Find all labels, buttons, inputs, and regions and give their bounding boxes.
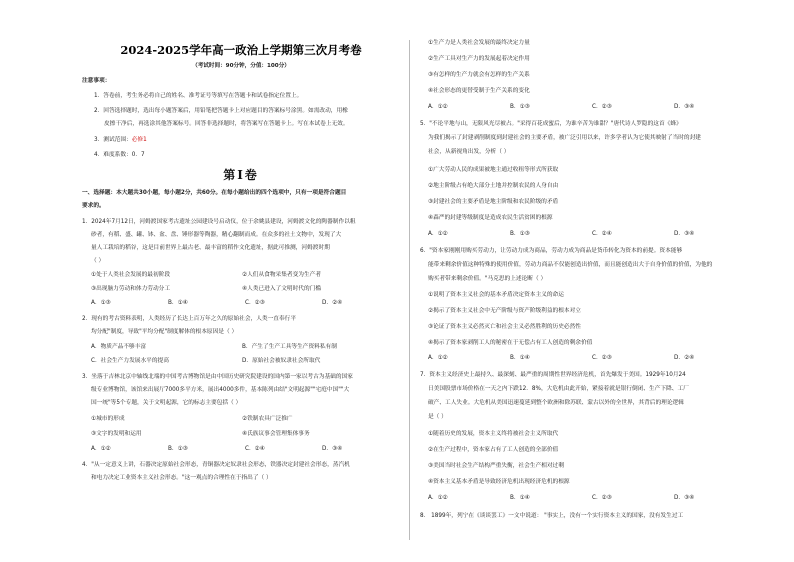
notes-heading: 注意事项：: [82, 78, 111, 84]
q7-stem-1: 7．资本主义经济史上最持久、最深刻、最严重的周期性世界经济危机，首先爆发于美国。1929年10月24: [420, 372, 686, 378]
part1-line1: 一、选择题：本大题共30小题，每小题2分，共60分。在每小题给出的四个选项中，只有一项是符合题目: [82, 190, 347, 196]
q4-option-1: ①生产力是人类社会发展的最终决定力量: [428, 40, 530, 46]
q3-option-4: ④氏族议事会管理集体事务: [242, 431, 310, 437]
q6-option-4: ④揭示了资本家剥削工人的秘密在于无偿占有工人创造的剩余价值: [428, 340, 593, 346]
q7-answer-b: B．①④: [510, 495, 530, 501]
q6-option-3: ③论证了资本主义必然灭亡和社会主义必然胜利的历史必然性: [428, 324, 581, 330]
note-3-scope: 必修1: [131, 137, 147, 143]
q5-answer-c: C．②④: [592, 231, 612, 237]
q2-answer-d: D．原始社会被奴隶社会所取代: [242, 358, 321, 364]
q8-stem-1: 8． 1899年，列宁在《谈谈罢工》一文中说道： "事实上，没有一个实行资本主义的国家，没有发生过工: [420, 513, 684, 519]
q4-answer-c: C．②③: [592, 104, 612, 110]
q1-stem-4: （ ）: [91, 258, 105, 264]
section-title: 第Ⅰ卷: [223, 168, 259, 182]
q1-stem-3: 量人工栽培的稻谷，这是目前世界上最古老、最丰富的稻作文化遗址，据此可推测，河姆渡时期: [91, 245, 330, 251]
q4-answer-a: A．①②: [428, 104, 448, 110]
q6-answer-d: D．②④: [674, 355, 695, 361]
q4-option-2: ②生产工具对生产力的发展起着决定作用: [428, 56, 530, 62]
q1-option-2: ②人们从食物采集者变为生产者: [242, 272, 322, 278]
q5-stem-3: 社会，从新视角出发，分析（ ）: [428, 149, 510, 155]
q4-option-4: ④社会形态的更替受制于生产关系的变化: [428, 88, 530, 94]
q7-option-4: ④资本主义基本矛盾是导致经济危机出现经济危机的根源: [428, 479, 570, 485]
q6-option-2: ②揭示了资本主义社会中无产阶级与资产阶级利益的根本对立: [428, 308, 581, 314]
q1-answer-c: C．②③: [245, 300, 265, 306]
note-2a: 2．回答选择题时，选出每小题答案后，用铅笔把答题卡上对应题目的答案标号涂黑。如需改动，用橡: [94, 108, 348, 114]
q5-option-3: ③封建社会的主要矛盾是地主阶级和农民阶级的矛盾: [428, 199, 559, 205]
q7-stem-3: 破产、工人失业。大危机从美国迅速蔓延到整个欧洲和除苏联、蒙古以外的全世界，其背后的理论逻辑: [428, 400, 684, 406]
q4-answer-d: D．③④: [674, 104, 695, 110]
q1-stem-1: 1．2024年7月12日，河姆渡国家考古遗址公园建设号启动仪，位于余姚县建设，河姆渡文化的陶器制作以粗: [82, 219, 356, 225]
q2-stem-1: 2．现有的考古资料表明，人类经历了长达上百万年之久的原始社会，人类一直奉行平: [82, 316, 297, 322]
q3-stem-1: 3．坐落于吉林北京中轴线北端的中国考古博物馆是由中国历史研究院建设的国内第一家以考古为基础的国家: [82, 374, 353, 380]
q4-answer-b: B．①③: [510, 104, 530, 110]
left-column: [82, 0, 400, 562]
q7-answer-d: D．③④: [674, 495, 695, 501]
exam-title: 2024-2025学年高一政治上学期第三次月考卷: [120, 43, 362, 57]
note-3: [94, 137, 147, 144]
q5-stem-1: 5．"不论平地与山，无限风光尽被占。"采得百花成蜜后，为谁辛苦为谁甜？"唐代诗人罗隐的这首《蜂》: [420, 121, 682, 127]
exam-subtitle: （考试时间：90分钟，分值：100分）: [192, 63, 290, 69]
note-3-label: 3．测试范围：: [94, 137, 132, 143]
q5-answer-b: B．①③: [510, 231, 530, 237]
q1-answer-b: B．①④: [168, 300, 188, 306]
q3-answer-d: D．③④: [322, 446, 343, 452]
q5-answer-a: A．①②: [428, 231, 448, 237]
q2-answer-a: A．物质产品不够丰富: [91, 344, 147, 350]
q7-option-3: ③美国当时社会生产结构严重失衡，社会生产相对过剩: [428, 463, 564, 469]
q7-answer-a: A．①②: [428, 495, 448, 501]
q3-option-2: ②铁制农具广泛推广: [242, 416, 293, 422]
q3-stem-3: 国一统"等5个专题，关于文明起源，它的标志主要包括（ ）: [91, 400, 242, 406]
q6-stem-1: 6．"资本家刚刚用购买劳动力，让劳动力成为商品，劳动力成为商品是货币转化为资本的前提。资本能够: [420, 248, 683, 254]
q5-option-1: ①广大劳动人民的成果被地主通过收租等形式所获取: [428, 167, 559, 173]
q5-option-4: ④森严的封建等级制度是造成农民生活贫困的根源: [428, 215, 553, 221]
q6-answer-a: A．①②: [428, 355, 448, 361]
q3-answer-a: A．①②: [91, 446, 111, 452]
q6-answer-c: C．②③: [592, 355, 612, 361]
note-4: 4．难度系数：0．7: [94, 152, 145, 158]
q6-stem-3: 购买者带来剩余价值。"马克思的上述论断（ ）: [428, 276, 547, 282]
q1-stem-2: 砂者，有稻、盛、罐、钵、盆、盘、锤形器等陶器，精心翻制而成。在众多的社土文物中，发现了大: [91, 232, 342, 238]
q1-option-3: ③出现脑力劳动和体力劳动分工: [91, 286, 171, 292]
part1-line2: 要求的。: [82, 203, 105, 209]
q1-answer-a: A．①③: [91, 300, 111, 306]
q7-option-2: ②在生产过程中，资本家占有了工人创造的全部价值: [428, 447, 559, 453]
q5-stem-2: 为我们揭示了封建剥削制度到封建社会的主要矛盾，被广泛引用以来，许多学者认为它使其映射了当时的封建: [428, 135, 701, 141]
q7-answer-c: C．②③: [592, 495, 612, 501]
q3-stem-2: 级专业博物馆，该馆来出展厅7000多平方米，展出4000多件，基本陈列由结"文明起源""宅庭中国""大: [91, 387, 350, 393]
q2-answer-c: C．社会生产力发展水平的提高: [91, 358, 169, 364]
q5-option-2: ②地主阶级占有绝大部分土地并控制农民的人身自由: [428, 183, 559, 189]
q6-answer-b: B．①④: [510, 355, 530, 361]
q1-option-1: ①处于人类社会发展的最初阶段: [91, 272, 171, 278]
q3-option-1: ①城市的形成: [91, 416, 125, 422]
right-column: [420, 0, 770, 562]
q6-stem-2: 能带来剩余价值这种特殊的使用价值，劳动力商品不仅能创造出价值，而且能创造出大于自身价值的价值，为他的: [428, 262, 713, 268]
q1-answer-d: D．②④: [322, 300, 343, 306]
q6-option-1: ①说明了资本主义社会的基本矛盾决定资本主义的命运: [428, 292, 564, 298]
q3-option-3: ③文字的发明和运用: [91, 431, 142, 437]
q7-stem-4: 是（ ）: [428, 414, 447, 420]
q7-stem-2: 日美国股票市场价格在一天之内下跌12．8%，大危机由此开始，紧接着就是银行倒闭、生产下降、工厂: [428, 386, 689, 392]
q2-stem-2: 均分配"制度，导致"平均分配"制度解体的根本原因是（ ）: [91, 329, 238, 335]
q4-stem-2: 和电力决定工业资本主义社会形态。"这一观点的合理性在于指出了（ ）: [91, 475, 272, 481]
note-1: 1．答卷前，考生务必将自己的姓名、准考证号等填写在答题卡和试卷指定位置上。: [94, 93, 303, 99]
q2-answer-b: B．产生了生产工具等生产资料私有制: [242, 344, 337, 350]
q1-option-4: ④人类已进入了文明时代的门槛: [242, 286, 322, 292]
note-2b: 皮擦干净后，再选涂其他答案标号。回答非选择题时，将答案写在答题卡上。写在本试卷上无效。: [104, 121, 349, 127]
q3-answer-b: B．①③: [168, 446, 188, 452]
q4-stem-1: 4．"从一定意义上讲，石器决定原始社会形态，青铜器决定奴隶社会形态，铁器决定封建社会形态，蒸汽机: [82, 462, 350, 468]
column-divider: [409, 40, 410, 540]
q4-option-3: ③有怎样的生产力就会有怎样的生产关系: [428, 72, 530, 78]
q7-option-1: ①随着历史的发展，资本主义终将被社会主义所取代: [428, 431, 559, 437]
q3-answer-c: C．②④: [245, 446, 265, 452]
q5-answer-d: D．③④: [674, 231, 695, 237]
